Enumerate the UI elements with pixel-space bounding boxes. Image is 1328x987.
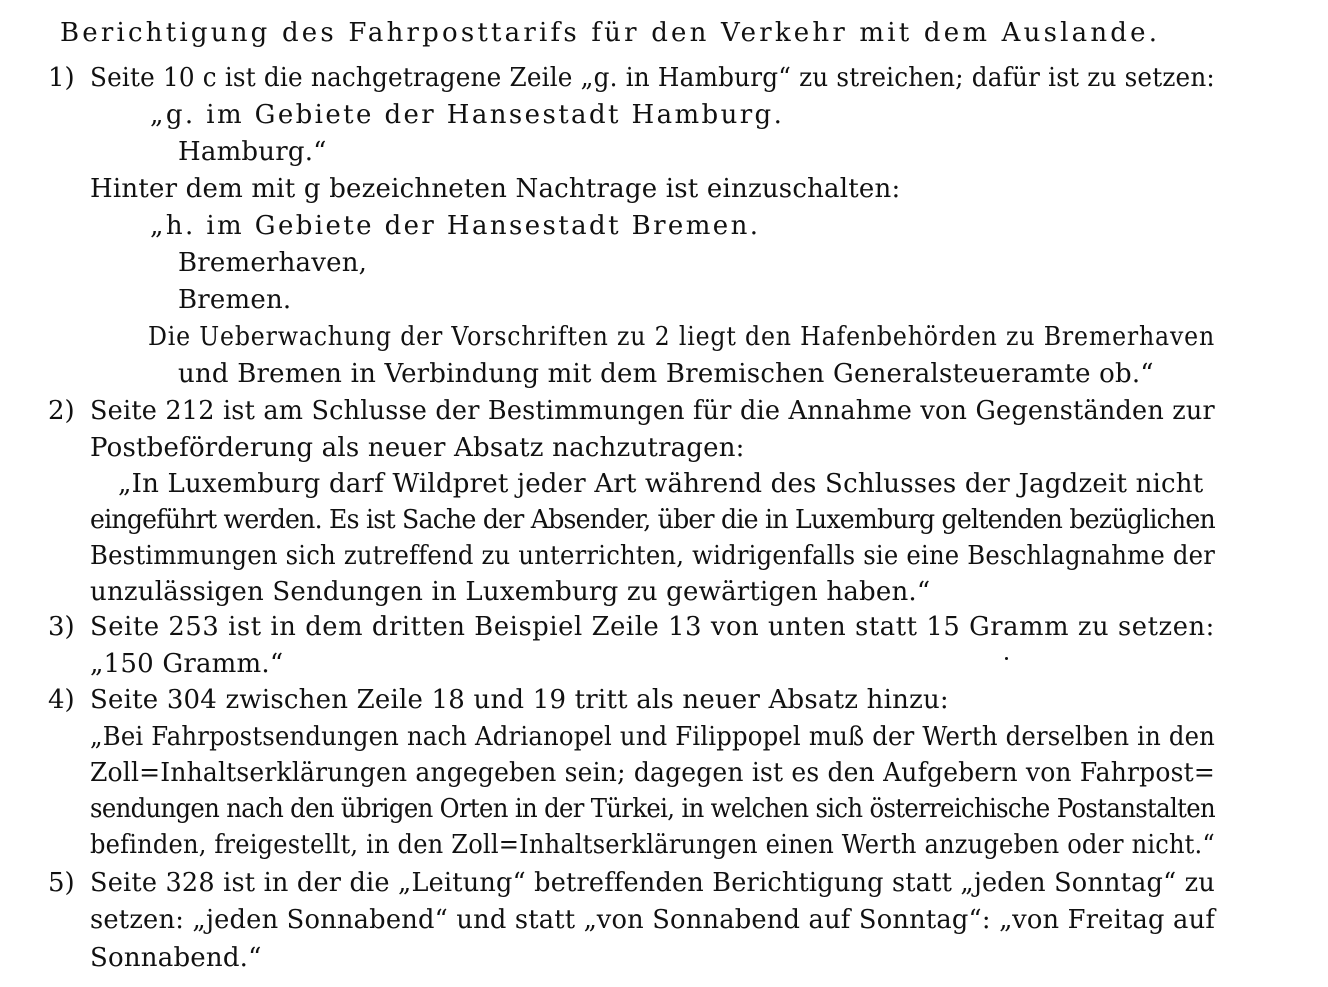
item-1-line-6: Bremerhaven, (178, 248, 368, 278)
item-number: 2) (48, 396, 75, 426)
item-2-line-6: unzulässigen Sendungen in Luxemburg zu gewärtigen haben.“ (90, 577, 931, 607)
item-4-line-4: sendungen nach den übrigen Orten in der Türkei, in welchen sich österreichische Postanstalten (90, 794, 1216, 824)
item-4-line-5: befinden, freigestellt, in den Zoll=Inhaltserklärungen einen Werth anzugeben oder nicht.“ (90, 830, 1215, 860)
item-3-line-1: Seite 253 ist in dem dritten Beispiel Zeile 13 von unten statt 15 Gramm zu setzen: (90, 612, 1215, 642)
item-number: 1) (48, 63, 75, 93)
document-title: Berichtigung des Fahrposttarifs für den Verkehr mit dem Auslande. (60, 18, 1161, 48)
item-2-line-4: eingeführt werden. Es ist Sache der Absender, über die in Luxemburg geltenden bezüglichen (90, 505, 1215, 535)
item-number: 4) (48, 685, 75, 715)
item-1-line-4: Hinter dem mit g bezeichneten Nachtrage ist einzuschalten: (90, 174, 901, 204)
item-1-line-5: „h. im Gebiete der Hansestadt Bremen. (150, 211, 761, 241)
item-2-line-3: „In Luxemburg darf Wildpret jeder Art während des Schlusses der Jagdzeit nicht (118, 469, 1204, 499)
item-number: 5) (48, 868, 75, 898)
item-5-line-1: Seite 328 ist in der die „Leitung“ betreffenden Berichtigung statt „jeden Sonntag“ zu (90, 868, 1215, 898)
item-2-line-2: Postbeförderung als neuer Absatz nachzutragen: (90, 433, 745, 463)
item-4-line-1: Seite 304 zwischen Zeile 18 und 19 tritt als neuer Absatz hinzu: (90, 685, 949, 715)
item-3-line-2: „150 Gramm.“ (90, 649, 284, 679)
item-1-line-9: und Bremen in Verbindung mit dem Bremischen Generalsteueramte ob.“ (178, 359, 1154, 389)
item-2-line-1: Seite 212 ist am Schlusse der Bestimmungen für die Annahme von Gegenständen zur (90, 396, 1215, 426)
item-1-line-7: Bremen. (178, 285, 292, 315)
item-1-line-2: „g. im Gebiete der Hansestadt Hamburg. (150, 100, 785, 130)
item-5-line-3: Sonnabend.“ (90, 943, 262, 973)
item-1-line-8: Die Ueberwachung der Vorschriften zu 2 liegt den Hafenbehörden zu Bremerhaven (148, 322, 1216, 352)
item-1-line-3: Hamburg.“ (178, 137, 327, 167)
item-1-line-1: Seite 10 c ist die nachgetragene Zeile „g. in Hamburg“ zu streichen; dafür ist zu setzen: (90, 63, 1215, 93)
item-5-line-2: setzen: „jeden Sonnabend“ und statt „von Sonnabend auf Sonntag“: „von Freitag auf (90, 905, 1216, 935)
item-number: 3) (48, 612, 75, 642)
item-4-line-3: Zoll=Inhaltserklärungen angegeben sein; dagegen ist es den Aufgebern von Fahrpost= (90, 758, 1215, 788)
item-2-line-5: Bestimmungen sich zutreffend zu unterrichten, widrigenfalls sie eine Beschlagnahme der (90, 541, 1216, 571)
scan-speck (1005, 657, 1008, 660)
item-4-line-2: „Bei Fahrpostsendungen nach Adrianopel und Filippopel muß der Werth derselben in den (90, 722, 1216, 752)
